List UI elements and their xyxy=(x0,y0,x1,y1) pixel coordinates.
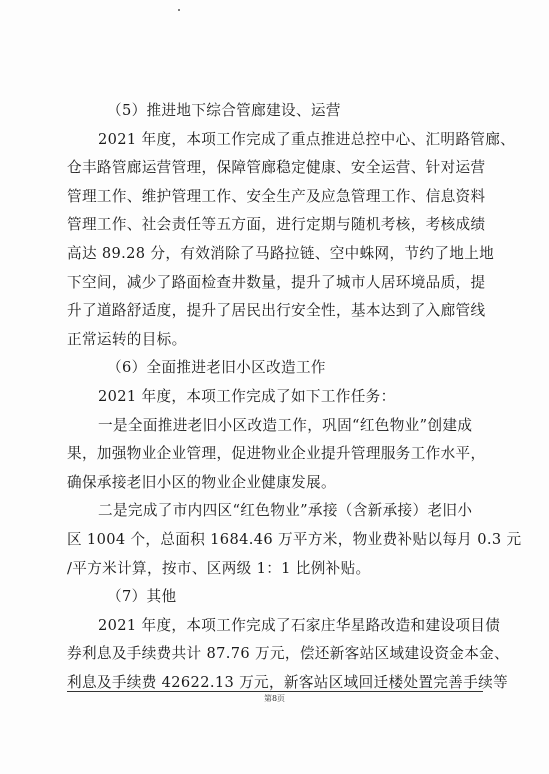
document-body xyxy=(67,97,522,697)
page-number: 第8页 xyxy=(263,694,286,703)
paragraph-line: 一是全面推进老旧小区改造工作，巩固“红色物业”创建成 xyxy=(98,416,473,434)
paragraph-line: 管理工作、维护管理工作、安全生产及应急管理工作、信息资料 xyxy=(67,187,486,205)
footer-divider xyxy=(67,691,483,692)
paragraph-line: 2021 年度，本项工作完成了如下工作任务： xyxy=(98,387,396,405)
paragraph-line: 果，加强物业企业管理，促进物业企业提升管理服务工作水平， xyxy=(67,445,486,463)
paragraph-line: 确保承接老旧小区的物业企业健康发展。 xyxy=(67,473,336,491)
paragraph-line: 二是完成了市内四区“红色物业”承接（含新承接）老旧小 xyxy=(98,502,473,520)
paragraph-line: 正常运转的目标。 xyxy=(67,330,187,348)
paragraph-line: /平方米计算，按市、区两级 1：1 比例补贴。 xyxy=(67,559,371,577)
paragraph-line: 高达 89.28 分，有效消除了马路拉链、空中蛛网，节约了地上地 xyxy=(67,244,495,262)
paragraph-line: 2021 年度，本项工作完成了石家庄华星路改造和建设项目债 xyxy=(98,616,501,634)
paragraph-line: 区 1004 个，总面积 1684.46 万平方米，物业费补贴以每月 0.3 元 xyxy=(67,530,522,548)
section-heading-7: （7）其他 xyxy=(107,588,177,606)
paragraph-line: 管理工作、社会责任等五方面，进行定期与随机考核，考核成绩 xyxy=(67,216,486,234)
paragraph-line: 2021 年度，本项工作完成了重点推进总控中心、汇明路管廊、 xyxy=(98,130,516,148)
scan-speck xyxy=(178,9,180,11)
paragraph-line: 利息及手续费 42622.13 万元，新客站区域回迁楼处置完善手续等 xyxy=(67,673,509,691)
section-heading-6: （6）全面推进老旧小区改造工作 xyxy=(107,359,326,377)
section-heading-5: （5）推进地下综合管廊建设、运营 xyxy=(107,102,341,119)
paragraph-line: 券利息及手续费共计 87.76 万元，偿还新客站区域建设资金本金、 xyxy=(67,645,510,663)
paragraph-line: 下空间，减少了路面检查井数量，提升了城市人居环境品质，提 xyxy=(67,273,486,291)
paragraph-line: 仓丰路管廊运营管理，保障管廊稳定健康、安全运营、针对运营 xyxy=(67,159,486,177)
paragraph-line: 升了道路舒适度，提升了居民出行安全性，基本达到了入廊管线 xyxy=(67,302,486,320)
